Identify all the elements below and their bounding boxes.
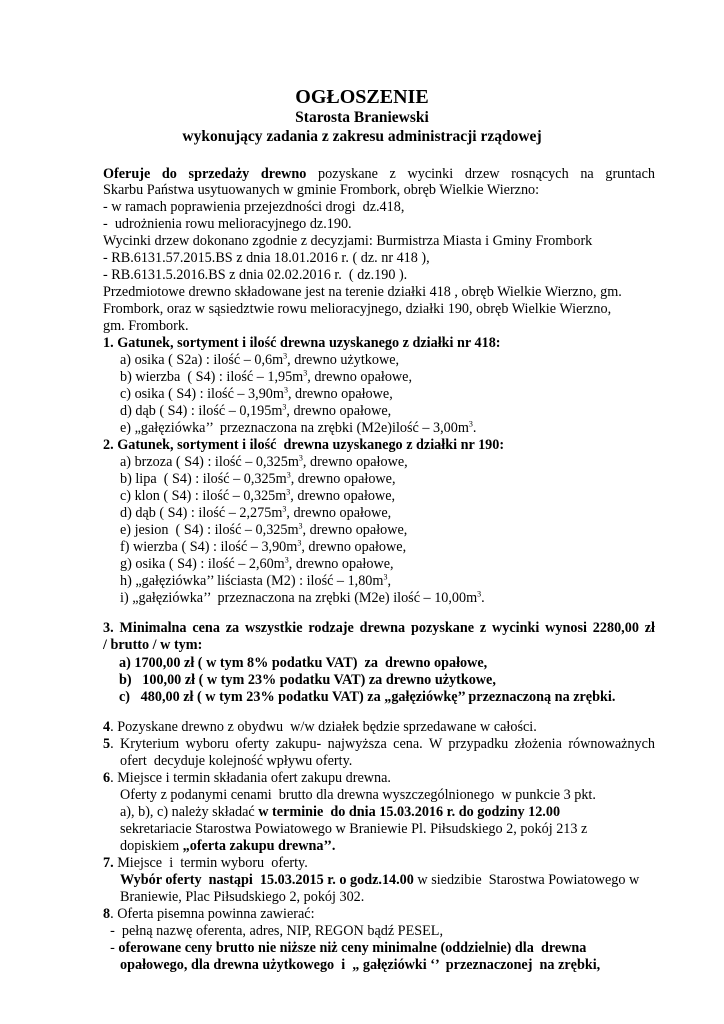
intro-line: Frombork, oraz w sąsiedztwie rowu melioracyjnego, działki 190, obręb Wielkie Wierzno, bbox=[103, 301, 612, 317]
section-8-item: - oferowane ceny brutto nie niższe niż ceny minimalne (oddzielnie) dla drewna bbox=[103, 940, 587, 956]
intro-offer-bold: Oferuje do sprzedaży drewno bbox=[103, 166, 307, 182]
intro-offer-rest: pozyskane z wycinki drzew rosnących na gruntach bbox=[318, 166, 655, 182]
section-1-item: b) wierzba ( S4) : ilość – $1,95m^3$, drewno opałowe, bbox=[120, 368, 413, 385]
section-7: 7. Miejsce i termin wyboru oferty. bbox=[103, 855, 308, 871]
issuer-line: Starosta Braniewski bbox=[295, 109, 429, 126]
section-3-item: a) 1700,00 zł ( w tym 8% podatku VAT) za drewno opałowe, bbox=[119, 655, 488, 671]
section-8: 8. Oferta pisemna powinna zawierać: bbox=[103, 906, 315, 922]
issuer-role-line: wykonujący zadania z zakresu administracji rządowej bbox=[182, 128, 542, 145]
section-2-item: f) wierzba ( S4) : ilość – $3,90m^3$, drewno opałowe, bbox=[120, 538, 407, 555]
intro-line: Przedmiotowe drewno składowane jest na terenie działki 418 , obręb Wielkie Wierzno, gm. bbox=[103, 284, 622, 300]
section-2-item: a) brzoza ( S4) : ilość – $0,325m^3$, drewno opałowe, bbox=[120, 453, 408, 470]
section-3-heading: 3. Minimalna cena za wszystkie rodzaje drewna pozyskane z wycinki wynosi 2280,00 zł bbox=[103, 620, 655, 636]
section-5-cont: ofert decyduje kolejność wpływu oferty. bbox=[120, 753, 353, 769]
section-3-heading-cont: / brutto / w tym: bbox=[103, 637, 203, 653]
section-2-heading: 2. Gatunek, sortyment i ilość drewna uzyskanego z działki nr 190: bbox=[103, 437, 505, 453]
section-1-item: a) osika ( S2a) : ilość – $0,6m^3$, drewno użytkowe, bbox=[120, 351, 400, 368]
section-1-item: d) dąb ( S4) : ilość – $0,195m^3$, drewno opałowe, bbox=[120, 402, 392, 419]
section-8-item-cont: opałowego, dla drewna użytkowego i „ gałęziówki ‘’ przeznaczonej na zrębki, bbox=[120, 957, 601, 973]
intro-line: - udrożnienia rowu melioracyjnego dz.190. bbox=[103, 216, 352, 232]
announcement-title: OGŁOSZENIE bbox=[295, 86, 429, 108]
section-3-item: b) 100,00 zł ( w tym 23% podatku VAT) za drewno użytkowe, bbox=[119, 672, 496, 688]
section-1-heading: 1. Gatunek, sortyment i ilość drewna uzyskanego z działki nr 418: bbox=[103, 335, 501, 351]
intro-line: gm. Frombork. bbox=[103, 318, 189, 334]
section-2-item: b) lipa ( S4) : ilość – $0,325m^3$, drewno opałowe, bbox=[120, 470, 396, 487]
section-2-item: h) „gałęziówka’’ liściasta (M2) : ilość – $1,80m^3$, bbox=[120, 572, 391, 589]
intro-line: - RB.6131.57.2015.BS z dnia 18.01.2016 r. ( dz. nr 418 ), bbox=[103, 250, 430, 266]
intro-line: - w ramach poprawienia przejezdności drogi dz.418, bbox=[103, 199, 405, 215]
section-8-item: - pełną nazwę oferenta, adres, NIP, REGON bądź PESEL, bbox=[103, 923, 443, 939]
section-6-deadline: a), b), c) należy składać w terminie do dnia 15.03.2016 r. do godziny 12.00 bbox=[120, 804, 561, 820]
section-1-item: e) „gałęziówka’’ przeznaczona na zrębki (M2e)ilość – $3,00m^3$. bbox=[120, 419, 477, 436]
intro-line: - RB.6131.5.2016.BS z dnia 02.02.2016 r. ( dz.190 ). bbox=[103, 267, 408, 283]
section-2-item: e) jesion ( S4) : ilość – $0,325m^3$, drewno opałowe, bbox=[120, 521, 408, 538]
intro-line: Wycinki drzew dokonano zgodnie z decyzjami: Burmistrza Miasta i Gminy Frombork bbox=[103, 233, 593, 249]
section-1-item: c) osika ( S4) : ilość – $3,90m^3$, drewno opałowe, bbox=[120, 385, 393, 402]
section-4: 4. Pozyskane drewno z obydwu w/w działek będzie sprzedawane w całości. bbox=[103, 719, 537, 735]
intro-line: Skarbu Państwa usytuowanych w gminie Frombork, obręb Wielkie Wierzno: bbox=[103, 182, 540, 198]
section-2-item: i) „gałęziówka’’ przeznaczona na zrębki (M2e) ilość – $10,00m^3$. bbox=[120, 589, 485, 606]
section-6-line: sekretariacie Starostwa Powiatowego w Braniewie Pl. Piłsudskiego 2, pokój 213 z bbox=[120, 821, 588, 837]
section-5: 5. Kryterium wyboru oferty zakupu- najwyższa cena. W przypadku złożenia równoważnych bbox=[103, 736, 655, 752]
section-7-cont: Braniewie, Plac Piłsudskiego 2, pokój 302. bbox=[120, 889, 365, 905]
section-2-item: c) klon ( S4) : ilość – $0,325m^3$, drewno opałowe, bbox=[120, 487, 396, 504]
section-2-item: d) dąb ( S4) : ilość – $2,275m^3$, drewno opałowe, bbox=[120, 504, 392, 521]
section-3-item: c) 480,00 zł ( w tym 23% podatku VAT) za „gałęziówkę’’ przeznaczoną na zrębki. bbox=[119, 689, 616, 705]
section-7-detail: Wybór oferty nastąpi 15.03.2015 r. o godz.14.00 w siedzibie Starostwa Powiatowego w bbox=[120, 872, 640, 888]
section-6-label: dopiskiem „oferta zakupu drewna’’. bbox=[120, 838, 336, 854]
section-2-item: g) osika ( S4) : ilość – $2,60m^3$, drewno opałowe, bbox=[120, 555, 394, 572]
section-6-line: Oferty z podanymi cenami brutto dla drewna wyszczególnionego w punkcie 3 pkt. bbox=[120, 787, 596, 803]
intro-first-line bbox=[103, 166, 655, 183]
section-6: 6. Miejsce i termin składania ofert zakupu drewna. bbox=[103, 770, 391, 786]
